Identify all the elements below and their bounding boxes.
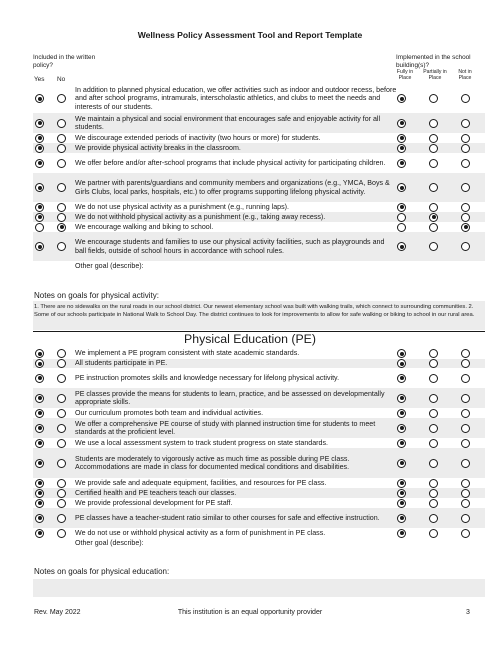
no-header: No [57, 76, 66, 83]
pe-implemented-fully-radio[interactable] [397, 529, 406, 538]
pe-implemented-partially-radio[interactable] [429, 439, 438, 448]
pa-implemented-not-radio[interactable] [461, 242, 470, 251]
pe-included-yes-radio[interactable] [35, 424, 44, 433]
pe-included-no-radio[interactable] [57, 394, 66, 403]
pe-included-no-radio[interactable] [57, 499, 66, 508]
pe-implemented-not-radio[interactable] [461, 394, 470, 403]
pe-implemented-partially-radio[interactable] [429, 499, 438, 508]
pe-row [33, 438, 485, 448]
pe-included-yes-radio[interactable] [35, 479, 44, 488]
pe-implemented-fully-radio[interactable] [397, 489, 406, 498]
pa-included-yes-radio[interactable] [35, 213, 44, 222]
footer-revision: Rev. May 2022 [34, 609, 81, 616]
pa-implemented-not-radio[interactable] [461, 183, 470, 192]
pa-implemented-fully-radio[interactable] [397, 183, 406, 192]
pa-implemented-not-radio[interactable] [461, 94, 470, 103]
pe-included-yes-radio[interactable] [35, 439, 44, 448]
pa-goal-text: We encourage walking and biking to school. [75, 222, 214, 231]
pa-row [33, 84, 485, 113]
pe-goal-text: We offer a comprehensive PE course of study with planned instruction time for students to meet standards at the proficient level. [75, 419, 376, 436]
pa-included-no-radio[interactable] [57, 144, 66, 153]
pa-row [33, 143, 485, 153]
pe-goal-text: PE instruction promotes skills and knowledge necessary for lifelong physical activity. [75, 373, 340, 382]
pe-included-no-radio[interactable] [57, 514, 66, 523]
pa-implemented-fully-radio[interactable] [397, 119, 406, 128]
pe-included-yes-radio[interactable] [35, 349, 44, 358]
pe-included-yes-radio[interactable] [35, 359, 44, 368]
pa-row [33, 222, 485, 232]
pa-implemented-fully-radio[interactable] [397, 159, 406, 168]
pa-included-yes-radio[interactable] [35, 159, 44, 168]
pa-included-yes-radio[interactable] [35, 144, 44, 153]
pe-row [33, 368, 485, 388]
pe-included-no-radio[interactable] [57, 349, 66, 358]
pa-implemented-partially-radio[interactable] [429, 159, 438, 168]
pa-row [33, 232, 485, 261]
pe-included-yes-radio[interactable] [35, 529, 44, 538]
pe-implemented-partially-radio[interactable] [429, 529, 438, 538]
pa-other-goal-row[interactable] [33, 261, 485, 271]
pa-included-no-radio[interactable] [57, 242, 66, 251]
pe-goal-text: We implement a PE program consistent with state academic standards. [75, 349, 300, 358]
pa-goal-text: We provide physical activity breaks in the classroom. [75, 143, 241, 152]
pe-included-no-radio[interactable] [57, 489, 66, 498]
pa-implemented-not-radio[interactable] [461, 134, 470, 143]
pa-included-yes-radio[interactable] [35, 94, 44, 103]
pa-implemented-fully-radio[interactable] [397, 144, 406, 153]
pa-included-yes-radio[interactable] [35, 223, 44, 232]
pa-included-yes-radio[interactable] [35, 242, 44, 251]
pe-included-no-radio[interactable] [57, 479, 66, 488]
pe-included-yes-radio[interactable] [35, 374, 44, 383]
pe-row [33, 508, 485, 528]
pe-implemented-fully-radio[interactable] [397, 409, 406, 418]
pe-goal-text: We do not use or withhold physical activity as a form of punishment in PE class. [75, 528, 326, 537]
pa-included-no-radio[interactable] [57, 183, 66, 192]
included-header: Included in the written policy? [33, 54, 96, 69]
pa-implemented-partially-radio[interactable] [429, 213, 438, 222]
physical-education-rows [33, 348, 485, 548]
pe-row [33, 448, 485, 478]
pe-row [33, 478, 485, 488]
pe-included-yes-radio[interactable] [35, 409, 44, 418]
pe-included-no-radio[interactable] [57, 424, 66, 433]
pa-implemented-fully-radio[interactable] [397, 223, 406, 232]
pa-goal-text: We discourage extended periods of inactivity (two hours or more) for students. [75, 133, 321, 142]
pa-implemented-fully-radio[interactable] [397, 213, 406, 222]
pe-included-no-radio[interactable] [57, 439, 66, 448]
pa-included-yes-radio[interactable] [35, 203, 44, 212]
pe-implemented-fully-radio[interactable] [397, 459, 406, 468]
pa-included-yes-radio[interactable] [35, 183, 44, 192]
pe-row [33, 528, 485, 538]
partially-header: Partially in Place [423, 69, 447, 81]
pa-implemented-not-radio[interactable] [461, 159, 470, 168]
pa-implemented-not-radio[interactable] [461, 203, 470, 212]
pe-goal-text: We use a local assessment system to track student progress on state standards. [75, 438, 328, 447]
pe-other-goal-label: Other goal (describe): [75, 538, 144, 547]
pa-implemented-fully-radio[interactable] [397, 94, 406, 103]
pa-row [33, 212, 485, 222]
pe-notes-label: Notes on goals for physical education: [34, 567, 170, 576]
pe-implemented-partially-radio[interactable] [429, 349, 438, 358]
pa-goal-text: We do not withhold physical activity as a punishment (e.g., taking away recess). [75, 212, 326, 221]
pa-implemented-fully-radio[interactable] [397, 134, 406, 143]
pa-goal-text: We maintain a physical and social environment that encourages safe and enjoyable activity for all students. [75, 114, 381, 131]
pe-implemented-not-radio[interactable] [461, 349, 470, 358]
pe-row [33, 408, 485, 418]
pe-implemented-fully-radio[interactable] [397, 359, 406, 368]
pe-implemented-fully-radio[interactable] [397, 349, 406, 358]
pe-implemented-not-radio[interactable] [461, 479, 470, 488]
pa-implemented-partially-radio[interactable] [429, 183, 438, 192]
pa-included-no-radio[interactable] [57, 213, 66, 222]
pe-included-no-radio[interactable] [57, 529, 66, 538]
pa-goal-text: We partner with parents/guardians and community members and organizations (e.g., YMCA, Boys & Girls Clubs, local parks, hospitals, etc.) to offer programs supporting lifelong physical activity. [75, 179, 390, 196]
pe-goal-text: All students participate in PE. [75, 359, 168, 368]
pa-included-yes-radio[interactable] [35, 119, 44, 128]
pe-included-no-radio[interactable] [57, 374, 66, 383]
pe-included-no-radio[interactable] [57, 359, 66, 368]
pa-implemented-not-radio[interactable] [461, 223, 470, 232]
pa-included-no-radio[interactable] [57, 223, 66, 232]
pe-implemented-not-radio[interactable] [461, 409, 470, 418]
pe-goal-text: PE classes have a teacher-student ratio similar to other courses for safe and effective instruction. [75, 513, 380, 522]
pa-implemented-partially-radio[interactable] [429, 223, 438, 232]
pa-goal-text: We encourage students and families to use our physical activity facilities, such as playgrounds and ball fields, outside of school hours in accordance with school rules. [75, 238, 385, 255]
pa-row [33, 133, 485, 143]
pe-included-yes-radio[interactable] [35, 394, 44, 403]
pe-goal-text: We provide safe and adequate equipment, facilities, and resources for PE class. [75, 478, 327, 487]
pe-implemented-not-radio[interactable] [461, 499, 470, 508]
pe-implemented-partially-radio[interactable] [429, 514, 438, 523]
pa-goal-text: We offer before and/or after-school programs that include physical activity for participating children. [75, 158, 386, 167]
pe-implemented-not-radio[interactable] [461, 514, 470, 523]
pa-row [33, 173, 485, 202]
pe-implemented-not-radio[interactable] [461, 424, 470, 433]
pe-goal-text: Certified health and PE teachers teach our classes. [75, 488, 237, 497]
pe-included-yes-radio[interactable] [35, 489, 44, 498]
not-header: Not in Place [458, 69, 472, 81]
pe-implemented-partially-radio[interactable] [429, 374, 438, 383]
pe-notes-box[interactable] [33, 579, 485, 597]
pe-row [33, 359, 485, 368]
pe-implemented-fully-radio[interactable] [397, 479, 406, 488]
pa-other-goal-label: Other goal (describe): [75, 261, 144, 270]
pe-implemented-fully-radio[interactable] [397, 439, 406, 448]
pe-implemented-not-radio[interactable] [461, 374, 470, 383]
pe-implemented-fully-radio[interactable] [397, 394, 406, 403]
pa-implemented-partially-radio[interactable] [429, 203, 438, 212]
pe-goal-text: We provide professional development for PE staff. [75, 498, 233, 507]
pe-implemented-partially-radio[interactable] [429, 424, 438, 433]
pa-row [33, 113, 485, 133]
pe-implemented-not-radio[interactable] [461, 489, 470, 498]
pa-goal-text: We do not use physical activity as a punishment (e.g., running laps). [75, 202, 289, 211]
pa-included-no-radio[interactable] [57, 159, 66, 168]
pa-implemented-fully-radio[interactable] [397, 203, 406, 212]
pa-implemented-not-radio[interactable] [461, 213, 470, 222]
pa-implemented-partially-radio[interactable] [429, 94, 438, 103]
pe-implemented-partially-radio[interactable] [429, 394, 438, 403]
pe-included-no-radio[interactable] [57, 409, 66, 418]
pa-row [33, 153, 485, 173]
pa-implemented-partially-radio[interactable] [429, 119, 438, 128]
yes-header: Yes [34, 76, 45, 83]
pe-implemented-fully-radio[interactable] [397, 374, 406, 383]
pa-implemented-partially-radio[interactable] [429, 134, 438, 143]
pa-implemented-partially-radio[interactable] [429, 144, 438, 153]
pa-included-yes-radio[interactable] [35, 134, 44, 143]
pe-row [33, 348, 485, 359]
fully-header: Fully in Place [396, 69, 414, 81]
pa-implemented-fully-radio[interactable] [397, 242, 406, 251]
pe-row [33, 488, 485, 498]
pe-included-yes-radio[interactable] [35, 499, 44, 508]
pa-implemented-not-radio[interactable] [461, 119, 470, 128]
pa-included-no-radio[interactable] [57, 203, 66, 212]
pe-implemented-partially-radio[interactable] [429, 409, 438, 418]
pa-row [33, 202, 485, 212]
pe-row [33, 418, 485, 438]
pe-row [33, 388, 485, 408]
pa-implemented-not-radio[interactable] [461, 144, 470, 153]
pa-included-no-radio[interactable] [57, 119, 66, 128]
pe-included-yes-radio[interactable] [35, 459, 44, 468]
pe-implemented-fully-radio[interactable] [397, 514, 406, 523]
pe-goal-text: Students are moderately to vigorously active as much time as possible during PE class. Accommodations are made in class for documented medical conditions and disabilities. [75, 454, 350, 471]
pe-goal-text: PE classes provide the means for students to learn, practice, and be assessed on developmentally appropriate skills. [75, 389, 385, 406]
pe-implemented-partially-radio[interactable] [429, 489, 438, 498]
pe-implemented-fully-radio[interactable] [397, 424, 406, 433]
pe-included-no-radio[interactable] [57, 459, 66, 468]
pe-implemented-not-radio[interactable] [461, 459, 470, 468]
pe-implemented-not-radio[interactable] [461, 359, 470, 368]
pe-section-title: Physical Education (PE) [184, 332, 316, 346]
pe-implemented-fully-radio[interactable] [397, 499, 406, 508]
pe-implemented-partially-radio[interactable] [429, 479, 438, 488]
pa-notes-label: Notes on goals for physical activity: [34, 291, 159, 300]
pe-implemented-not-radio[interactable] [461, 439, 470, 448]
pe-implemented-partially-radio[interactable] [429, 459, 438, 468]
physical-activity-rows [33, 84, 485, 271]
pa-goal-text: In addition to planned physical education, we offer activities such as indoor and outdoor recess, before and after school programs, intramurals, interscholastic athletics, and clubs to meet the needs and interests of our students. [75, 86, 397, 111]
implemented-header: Implemented in the school building(s)? [396, 54, 471, 69]
pe-included-yes-radio[interactable] [35, 514, 44, 523]
pa-included-no-radio[interactable] [57, 134, 66, 143]
pe-implemented-not-radio[interactable] [461, 529, 470, 538]
pe-other-goal-row[interactable] [33, 538, 485, 548]
page-title: Wellness Policy Assessment Tool and Report Template [137, 30, 363, 40]
pa-notes-text: 1. There are no sidewalks on the rural roads in our school district. Our newest elementary school was built with walking trails, which connect to surrounding communities. 2. Some of our schools participate in National Walk to School Day. The district continues to look for improvements to allow for safe walking or biking to school in our rural area. [34, 304, 475, 319]
pe-goal-text: Our curriculum promotes both team and individual activities. [75, 408, 264, 417]
pa-implemented-partially-radio[interactable] [429, 242, 438, 251]
pe-implemented-partially-radio[interactable] [429, 359, 438, 368]
footer-page-number: 3 [466, 609, 470, 616]
pe-row [33, 498, 485, 508]
footer-center: This institution is an equal opportunity provider [177, 609, 323, 616]
pa-included-no-radio[interactable] [57, 94, 66, 103]
